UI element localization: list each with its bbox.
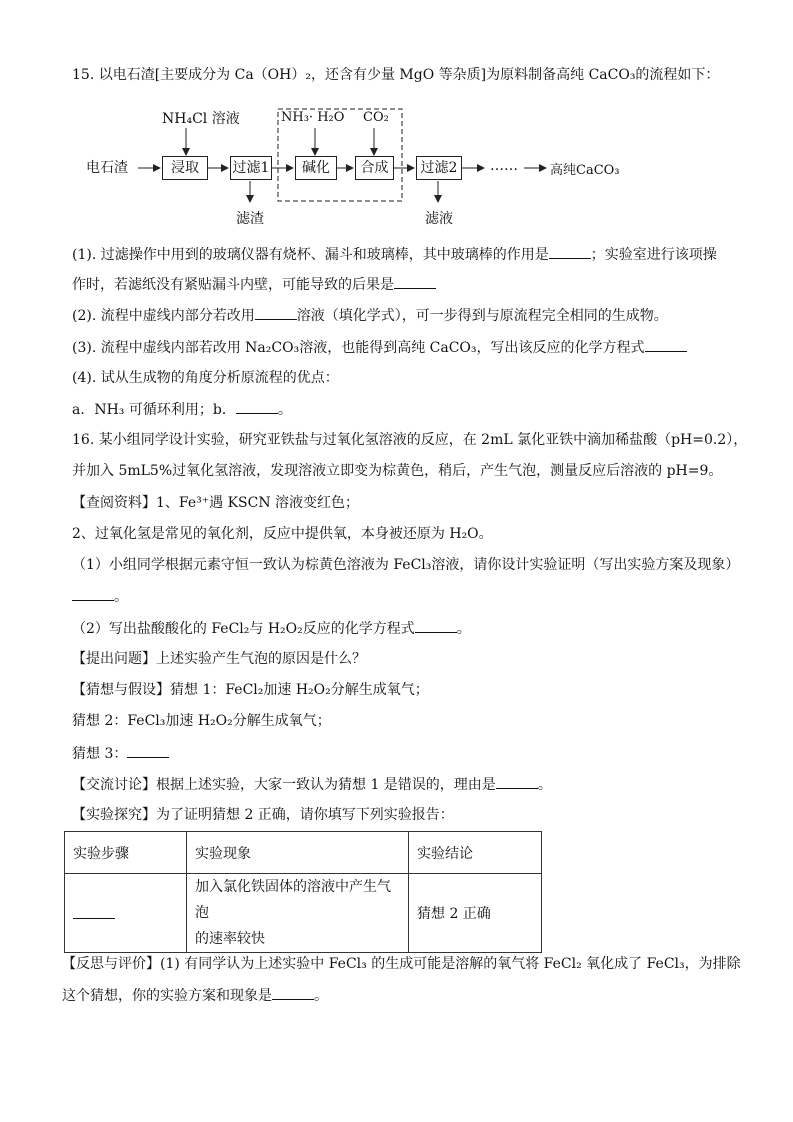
q15-part1-line1 (72, 244, 717, 265)
q16-explore: 【实验探究】为了证明猜想 2 正确，请你填写下列实验报告： (72, 807, 454, 823)
q15-title: 15. 以电石渣[主要成分为 Ca（OH）₂，还含有少量 MgO 等杂质]为原料制备高纯 CaCO₃的流程如下： (72, 67, 720, 83)
header-conclusion: 实验结论 (409, 832, 542, 874)
period: 。 (456, 621, 471, 637)
q16-sub2-text: （2）写出盐酸酸化的 FeCl₂与 H₂O₂反应的化学方程式 (72, 621, 415, 637)
q16-guess1: 【猜想与假设】猜想 1：FeCl₂加速 H₂O₂分解生成氧气； (72, 682, 429, 698)
q16-guess3 (72, 743, 169, 764)
answer-blank[interactable] (272, 985, 314, 1000)
q15-part1-line2 (72, 274, 436, 295)
q15-part3 (72, 337, 687, 358)
q16-guess3-text: 猜想 3： (72, 746, 128, 762)
q16-reflect1: 【反思与评价】(1) 有同学认为上述实验中 FeCl₃ 的生成可能是溶解的氧气将 FeCl₂ 氧化成了 FeCl₃，为排除 (62, 956, 741, 972)
flowchart (72, 104, 712, 234)
q16-reflect2-text: 这个猜想，你的实验方案和现象是 (62, 988, 272, 1004)
answer-blank[interactable] (72, 586, 114, 601)
filtrate-label: 滤液 (425, 211, 453, 227)
q15-p2b: 溶液（填化学式），可一步得到与原流程完全相同的生成物。 (296, 308, 668, 324)
experiment-report-table (64, 831, 542, 953)
period: 。 (537, 777, 552, 793)
q16-guess2: 猜想 2：FeCl₃加速 H₂O₂分解生成氧气； (72, 713, 331, 729)
q15-part4: (4). 试从生成物的角度分析原流程的优点： (72, 370, 339, 386)
q16-intro2: 并加入 5mL5%过氧化氢溶液，发现溶液立即变为棕黄色，稍后，产生气泡，测量反应后溶液的 pH=9。 (72, 463, 723, 479)
q16-discuss-text: 【交流讨论】根据上述实验，大家一致认为猜想 1 是错误的，理由是 (72, 777, 496, 793)
phenomenon-line1: 加入氯化铁固体的溶液中产生气泡 (195, 879, 391, 921)
period: 。 (277, 402, 292, 418)
q15-part2 (72, 305, 668, 326)
q15-p4a: a．NH₃ 可循环利用；b． (72, 402, 236, 418)
steps-cell[interactable] (65, 874, 187, 953)
q15-p1c: 作时，若滤纸没有紧贴漏斗内壁，可能导致的后果是 (72, 277, 394, 293)
q16-problem: 【提出问题】上述实验产生气泡的原因是什么？ (72, 651, 366, 667)
q15-p2a: (2). 流程中虚线内部分若改用 (72, 308, 255, 324)
q15-p3: (3). 流程中虚线内部若改用 Na₂CO₃溶液，也能得到高纯 CaCO₃，写出该反应的化学方程式 (72, 340, 645, 356)
start-material: 电石渣 (86, 160, 128, 176)
step-filter2: 过滤2 (416, 156, 462, 180)
answer-blank[interactable] (73, 904, 115, 919)
q16-sub2 (72, 618, 471, 639)
table-header-row (65, 832, 542, 874)
period: 。 (314, 988, 328, 1004)
q15-p1a: (1). 过滤操作中用到的玻璃仪器有烧杯、漏斗和玻璃棒，其中玻璃棒的作用是 (72, 247, 549, 263)
answer-blank[interactable] (645, 337, 687, 352)
reagent-nh3: NH₃· H₂O (281, 110, 345, 125)
conclusion-cell: 猜想 2 正确 (409, 874, 542, 953)
q16-reflect2 (62, 985, 328, 1006)
phenomenon-cell (187, 874, 409, 953)
header-phenomenon: 实验现象 (187, 832, 409, 874)
q16-info1: 【查阅资料】1、Fe³⁺遇 KSCN 溶液变红色； (72, 495, 360, 511)
answer-blank[interactable] (415, 618, 457, 633)
answer-blank[interactable] (127, 743, 169, 758)
q16-sub1: （1）小组同学根据元素守恒一致认为棕黄色溶液为 FeCl₃溶液，请你设计实验证明（写出实验方案及现象） (72, 557, 740, 573)
answer-blank[interactable] (549, 244, 591, 259)
product-label: 高纯CaCO₃ (550, 163, 620, 178)
step-filter1: 过滤1 (230, 156, 272, 180)
header-steps: 实验步骤 (65, 832, 187, 874)
reagent-co2: CO₂ (363, 110, 389, 125)
q16-info2: 2、过氧化氢是常见的氧化剂，反应中提供氧，本身被还原为 H₂O。 (72, 526, 493, 542)
period: 。 (114, 589, 128, 605)
residue-label: 滤渣 (236, 211, 264, 227)
step-alkalize: 碱化 (295, 156, 337, 180)
table-row (65, 874, 542, 953)
answer-blank[interactable] (496, 774, 538, 789)
answer-blank[interactable] (255, 305, 297, 320)
continuation-dots: …… (490, 158, 518, 174)
q16-intro1: 16. 某小组同学设计实验，研究亚铁盐与过氧化氢溶液的反应，在 2mL 氯化亚铁中滴加稀盐酸（pH=0.2）， (72, 432, 748, 448)
step-leach: 浸取 (162, 156, 208, 180)
reagent-nh4cl: NH₄Cl 溶液 (162, 111, 240, 127)
step-synthesis: 合成 (355, 156, 394, 180)
q16-discuss (72, 774, 552, 795)
q15-part4a (72, 399, 292, 420)
answer-blank[interactable] (394, 274, 436, 289)
q16-sub1-answer (72, 586, 128, 607)
phenomenon-line2: 的速率较快 (195, 931, 265, 947)
answer-blank[interactable] (236, 399, 278, 414)
q15-p1b: ；实验室进行该项操 (590, 247, 717, 263)
